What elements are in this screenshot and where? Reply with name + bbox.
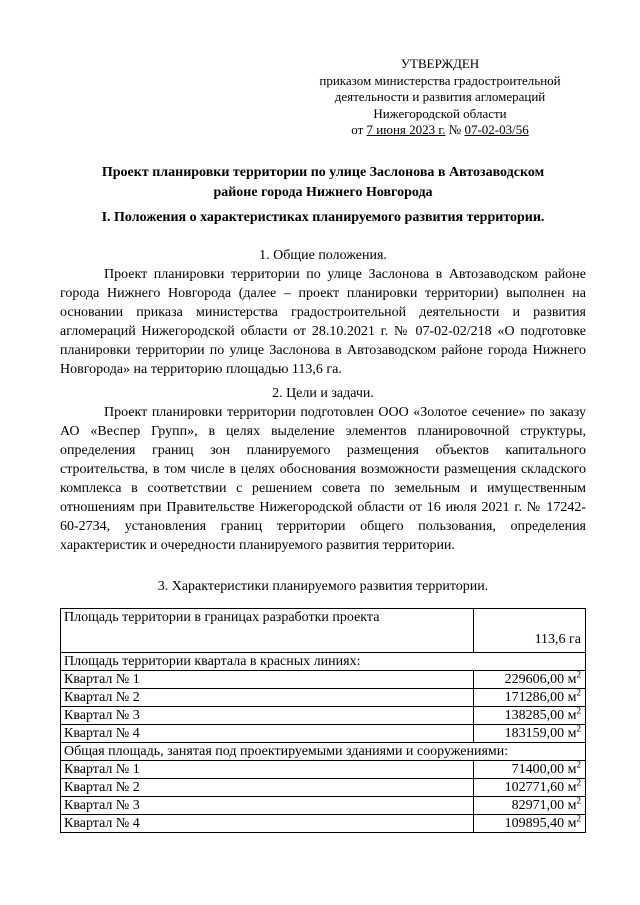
table-cell-label: Квартал № 3: [61, 797, 474, 815]
table-row: [61, 707, 586, 725]
table-row: [61, 689, 586, 707]
table-row: [61, 797, 586, 815]
table-cell-label: Квартал № 3: [61, 707, 474, 725]
table-row: [61, 671, 586, 689]
section-heading: I. Положения о характеристиках планируемого развития территории.: [101, 210, 545, 225]
general-heading: 1. Общие положения.: [259, 248, 387, 263]
table-cell-value: 171286,00 $м^2$: [474, 689, 586, 707]
approval-title: УТВЕРЖДЕН: [400, 56, 480, 71]
approval-line-2: деятельности и развития агломераций: [334, 89, 546, 104]
document-title-line-2: районе города Нижнего Новгорода: [213, 185, 433, 200]
table-cell-value: 229606,00 $м^2$: [474, 671, 586, 689]
table-cell-label: Квартал № 2: [61, 689, 474, 707]
goals-heading: 2. Цели и задачи.: [272, 386, 374, 401]
table-cell-label: Площадь территории в границах разработки проекта: [61, 609, 474, 653]
goals-paragraph: [60, 403, 586, 555]
document-title: [60, 163, 586, 203]
table-cell-value: 82971,00 $м^2$: [474, 797, 586, 815]
table-row: [61, 743, 586, 761]
characteristics-table: [60, 608, 586, 833]
general-paragraph: [60, 265, 586, 379]
approval-date-line: [300, 122, 580, 139]
approval-block: [300, 56, 580, 139]
table-cell-label: Квартал № 4: [61, 725, 474, 743]
table-cell-value: 102771,60 $м^2$: [474, 779, 586, 797]
approval-number-prefix: №: [445, 122, 465, 137]
table-cell-value: 71400,00 $м^2$: [474, 761, 586, 779]
table-row: [61, 761, 586, 779]
table-cell-value: 183159,00 $м^2$: [474, 725, 586, 743]
table-row: [61, 815, 586, 833]
approval-date-prefix: от: [351, 122, 367, 137]
table-row: [61, 725, 586, 743]
table-row: [61, 653, 586, 671]
general-text: Проект планировки территории по улице Заслонова в Автозаводском районе города Нижнего Новгорода (далее – проект планировки территории) выполнен на основании приказа министерства градостроительной деятельности и развития агломераций Нижегородской области от 28.10.2021 г. № 07-02-02/218 «О подготовке планировки территории по улице Заслонова в Автозаводском районе города Нижнего Новгорода» на территорию площадью 113,6 га.: [60, 267, 586, 377]
table-row: [61, 779, 586, 797]
table-cell-heading: Общая площадь, занятая под проектируемыми зданиями и сооружениями:: [61, 743, 586, 761]
table-cell-label: Квартал № 1: [61, 761, 474, 779]
approval-line-1: приказом министерства градостроительной: [319, 72, 561, 88]
approval-number: 07-02-03/56: [464, 122, 529, 137]
table-cell-label: Квартал № 2: [61, 779, 474, 797]
table-cell-value: 109895,40 $м^2$: [474, 815, 586, 833]
table-cell-label: Квартал № 4: [61, 815, 474, 833]
approval-date: 7 июня 2023 г.: [366, 122, 446, 137]
table-cell-value: 113,6 га: [474, 609, 586, 653]
goals-text: Проект планировки территории подготовлен ООО «Золотое сечение» по заказу АО «Веспер Групп», в целях выделение элементов планировочной структуры, определения границ зон планируемого размещения объектов капитального строительства, в том числе в целях обоснования возможности размещения складского комплекса в соответствии с решением совета по земельным и имущественным отношениям при Правительстве Нижегородской области от 16 июля 2021 г. № 17242-60-2734, установления границ территории общего пользования, определения характеристик и очередности планируемого развития территории.: [60, 405, 586, 553]
chars-heading: 3. Характеристики планируемого развития территории.: [157, 579, 489, 594]
table-cell-heading: Площадь территории квартала в красных линиях:: [61, 653, 586, 671]
document-title-line-1: Проект планировки территории по улице Заслонова в Автозаводском: [101, 165, 545, 180]
table-cell-value: 138285,00 $м^2$: [474, 707, 586, 725]
approval-line-3: Нижегородской области: [373, 105, 507, 121]
table-row: [61, 609, 586, 653]
table-cell-label: Квартал № 1: [61, 671, 474, 689]
